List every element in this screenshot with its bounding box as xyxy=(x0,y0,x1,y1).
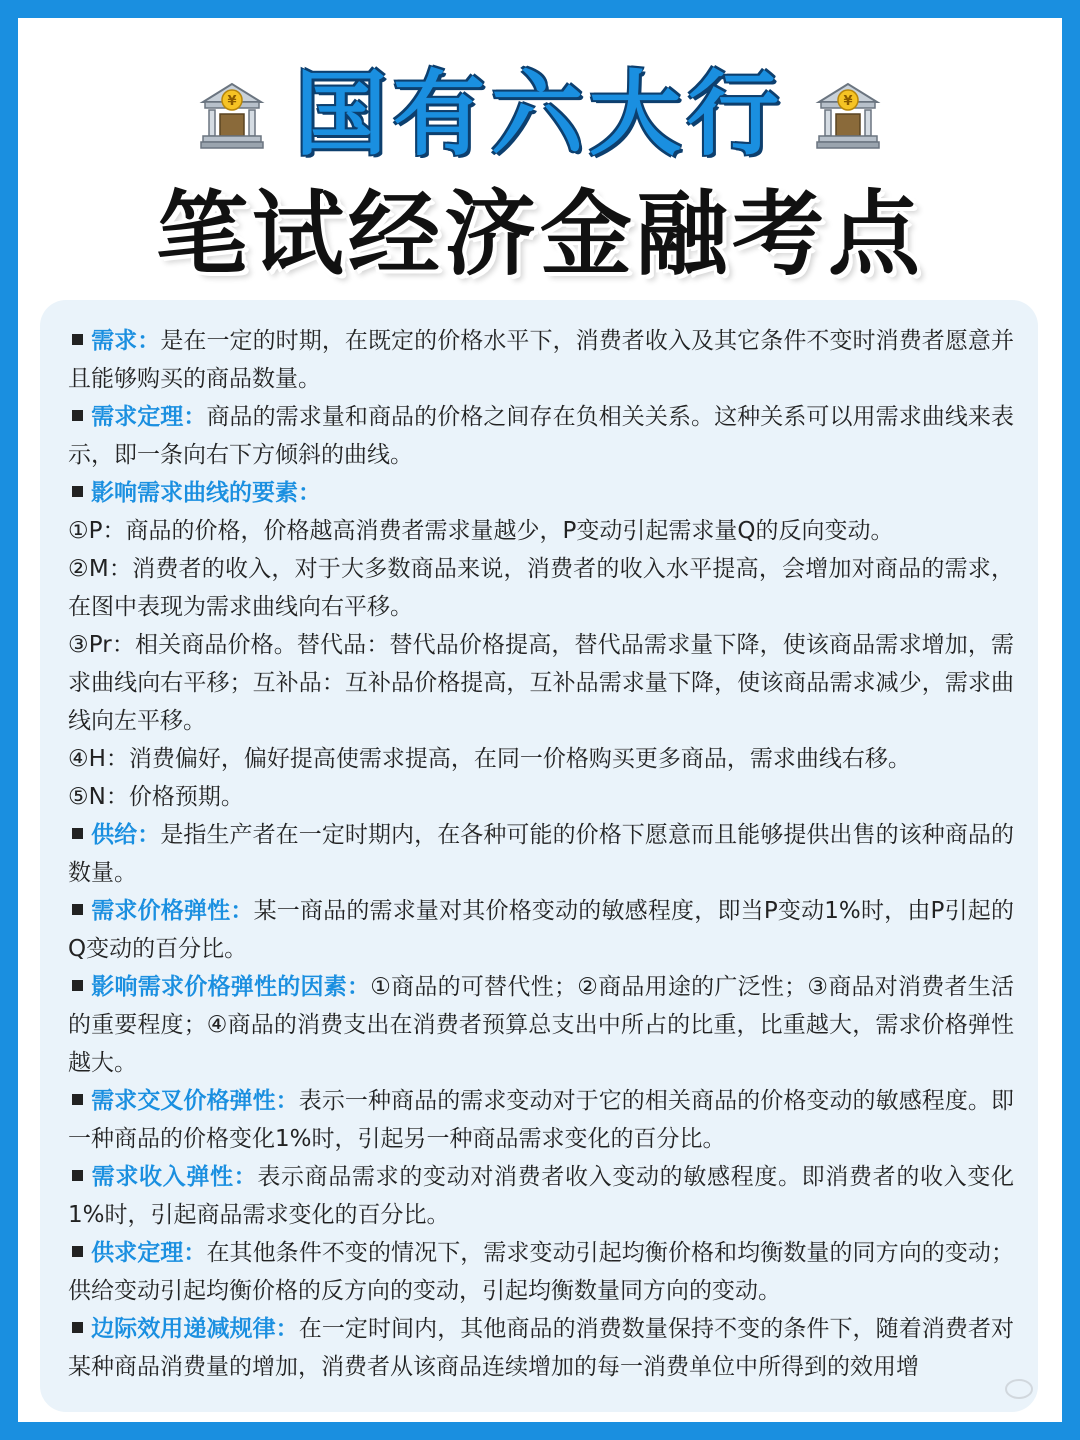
svg-text:¥: ¥ xyxy=(843,94,853,109)
term-label: 边际效用递减规律： xyxy=(91,1316,299,1342)
definition-text: 在一定时间内，其他商品的消费数量保持不变的条件下，随着消费者对某种商品消费量的增加，消费者从该商品连续增加的每一消费单位中所得到的效用增 xyxy=(68,1316,1014,1380)
watermark-icon xyxy=(1004,1378,1034,1400)
paragraph-demand xyxy=(68,322,1014,398)
term-label: 需求定理： xyxy=(91,404,207,430)
bullet-square-icon xyxy=(72,828,83,839)
bullet-square-icon xyxy=(72,904,83,915)
term-label: 供求定理： xyxy=(91,1240,207,1266)
paragraph-supply xyxy=(68,816,1014,892)
definition-text: 表示一种商品的需求变动对于它的相关商品的价格变动的敏感程度。即一种商品的价格变化1%时，引起另一种商品需求变化的百分比。 xyxy=(68,1088,1014,1152)
bullet-square-icon xyxy=(72,980,83,991)
title-line-1: 国有六大行 xyxy=(294,61,785,168)
definition-text: 表示商品需求的变动对消费者收入变动的敏感程度。即消费者的收入变化1%时，引起商品需求变化的百分比。 xyxy=(68,1164,1015,1228)
bullet-square-icon xyxy=(72,334,83,345)
list-item: ②M：消费者的收入，对于大多数商品来说，消费者的收入水平提高，会增加对商品的需求，在图中表现为需求曲线向右平移。 xyxy=(68,556,1014,620)
bank-icon xyxy=(199,80,265,150)
term-label: 需求： xyxy=(91,328,161,354)
list-item: ⑤N：价格预期。 xyxy=(68,784,244,810)
content-body xyxy=(68,322,1014,1386)
definition-text: 在其他条件不变的情况下，需求变动引起均衡价格和均衡数量的同方向的变动；供给变动引起均衡价格的反方向的变动，引起均衡数量同方向的变动。 xyxy=(68,1240,1015,1304)
paragraph-income-elasticity xyxy=(68,1158,1014,1234)
paragraph-cross-elasticity xyxy=(68,1082,1014,1158)
term-label: 影响需求价格弹性的因素： xyxy=(91,974,371,1000)
paragraph-price-elasticity xyxy=(68,892,1014,968)
term-label: 需求收入弹性： xyxy=(91,1164,258,1190)
bullet-square-icon xyxy=(72,1322,83,1333)
list-item: ④H：消费偏好，偏好提高使需求提高，在同一价格购买更多商品，需求曲线右移。 xyxy=(68,746,911,772)
term-label: 需求交叉价格弹性： xyxy=(91,1088,299,1114)
list-item: ③Pr：相关商品价格。替代品：替代品价格提高，替代品需求量下降，使该商品需求增加，需求曲线向右平移；互补品：互补品价格提高，互补品需求量下降，使该商品需求减少，需求曲线向左平移。 xyxy=(68,632,1014,734)
term-label: 需求价格弹性： xyxy=(91,898,254,924)
bank-icon xyxy=(815,80,881,150)
bullet-square-icon xyxy=(72,486,83,497)
header xyxy=(18,18,1062,300)
bullet-square-icon xyxy=(72,1246,83,1257)
title-row xyxy=(18,60,1062,170)
svg-text:¥: ¥ xyxy=(227,94,237,109)
definition-text: 某一商品的需求量对其价格变动的敏感程度，即当P变动1%时，由P引起的Q变动的百分比。 xyxy=(68,898,1015,962)
content-panel xyxy=(40,300,1038,1412)
term-label: 影响需求曲线的要素： xyxy=(91,480,321,506)
bullet-square-icon xyxy=(72,1170,83,1181)
definition-text: 是在一定的时期，在既定的价格水平下，消费者收入及其它条件不变时消费者愿意并且能够购买的商品数量。 xyxy=(68,328,1015,392)
definition-text: 是指生产者在一定时期内，在各种可能的价格下愿意而且能够提供出售的该种商品的数量。 xyxy=(68,822,1015,886)
bullet-square-icon xyxy=(72,1094,83,1105)
bullet-square-icon xyxy=(72,410,83,421)
definition-text: 商品的需求量和商品的价格之间存在负相关关系。这种关系可以用需求曲线来表示，即一条向右下方倾斜的曲线。 xyxy=(68,404,1015,468)
page-frame xyxy=(18,18,1062,1422)
paragraph-diminishing-utility xyxy=(68,1310,1014,1386)
list-item: ①P：商品的价格，价格越高消费者需求量越少，P变动引起需求量Q的反向变动。 xyxy=(68,518,894,544)
paragraph-elasticity-factors xyxy=(68,968,1014,1082)
paragraph-demand-factors xyxy=(68,474,1014,512)
paragraph-supply-demand-law xyxy=(68,1234,1014,1310)
definition-text: ①商品的可替代性；②商品用途的广泛性；③商品对消费者生活的重要程度；④商品的消费支出在消费者预算总支出中所占的比重，比重越大，需求价格弹性越大。 xyxy=(68,974,1014,1076)
term-label: 供给： xyxy=(91,822,161,848)
paragraph-law-of-demand xyxy=(68,398,1014,474)
title-line-2: 笔试经济金融考点 xyxy=(155,181,924,288)
